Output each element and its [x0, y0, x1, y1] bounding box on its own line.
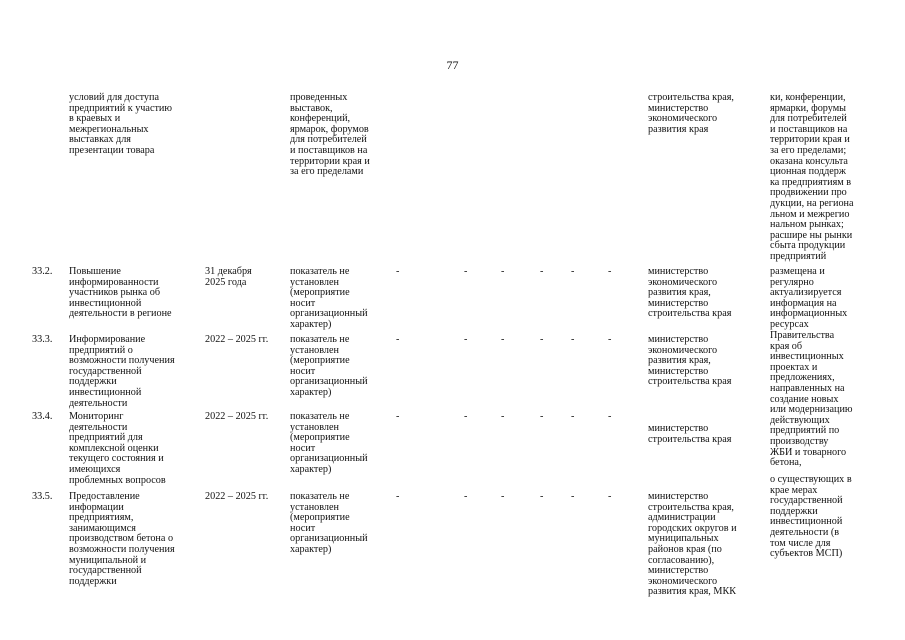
row-date: 2022 – 2025 гг. [205, 411, 269, 422]
row-dash: - [501, 266, 505, 277]
row-indicator: показатель не установлен (мероприятие носит организационный характер) [290, 491, 368, 555]
row-dash: - [540, 411, 544, 422]
row-dash: - [396, 266, 400, 277]
row-date: 2022 – 2025 гг. [205, 334, 269, 345]
top-row-name: условий для доступа предприятий к участию в краевых и межрегиональных выставках для презентации товара [69, 92, 172, 156]
row-dash: - [501, 411, 505, 422]
row-executor: министерство экономического развития края, министерство строительства края [648, 266, 732, 320]
row-dash: - [608, 411, 612, 422]
row-executor: министерство экономического развития края, министерство строительства края [648, 334, 732, 388]
page-number: 77 [446, 58, 459, 72]
row-dash: - [396, 411, 400, 422]
row-number: 33.2. [32, 266, 53, 277]
row-dash: - [396, 334, 400, 345]
row-name: Предоставление информации предприятиям, занимающимся производством бетона о возможности получения муниципальной и государственной поддержки [69, 491, 175, 587]
row-dash: - [571, 411, 575, 422]
row-dash: - [464, 411, 468, 422]
row-dash: - [501, 491, 505, 502]
row-name: Информирование предприятий о возможности получения государственной поддержки инвестиционной деятельности [69, 334, 175, 409]
row-indicator: показатель не установлен (мероприятие носит организационный характер) [290, 411, 368, 475]
row-number: 33.3. [32, 334, 53, 345]
row-dash: - [608, 266, 612, 277]
row-result: о существующих в крае мерах государственной поддержки инвестиционной деятельности (в том числе для субъектов МСП) [770, 474, 852, 560]
row-date: 31 декабря 2025 года [205, 266, 252, 288]
row-number: 33.5. [32, 491, 53, 502]
row-executor: министерство строительства края [648, 423, 732, 445]
row-dash: - [571, 491, 575, 502]
row-indicator: показатель не установлен (мероприятие носит организационный характер) [290, 266, 368, 330]
top-row-indicator: проведенных выставок, конференций, ярмарок, форумов для потребителей и поставщиков на территории края и за его пределами [290, 92, 370, 178]
row-dash: - [464, 266, 468, 277]
row-date: 2022 – 2025 гг. [205, 491, 269, 502]
row-dash: - [540, 491, 544, 502]
row-dash: - [464, 334, 468, 345]
row-dash: - [540, 334, 544, 345]
row-dash: - [571, 266, 575, 277]
row-dash: - [464, 491, 468, 502]
row-result: размещена и регулярно актуализируется информация на информационных ресурсах [770, 266, 848, 330]
row-dash: - [608, 491, 612, 502]
top-row-result: ки, конференции, ярмарки, форумы для потребителей и поставщиков на территории края и за его пределами; оказана консульта ционная поддерж ка предприятиям в продвижении про дукции, на региона льном и межрегио нальном рынках; расшире ны рынки сбыта продукции предприятий [770, 92, 854, 262]
row-dash: - [501, 334, 505, 345]
row-dash: - [608, 334, 612, 345]
row-result: Правительства края об инвестиционных проектах и предложениях, направленных на создание новых или модернизацию действующих предприятий по производству ЖБИ и товарного бетона, [770, 330, 853, 469]
row-indicator: показатель не установлен (мероприятие носит организационный характер) [290, 334, 368, 398]
row-dash: - [396, 491, 400, 502]
row-dash: - [571, 334, 575, 345]
row-number: 33.4. [32, 411, 53, 422]
row-name: Повышение информированности участников рынка об инвестиционной деятельности в регионе [69, 266, 172, 320]
row-executor: министерство строительства края, администрации городских округов и муниципальных районов края (по согласованию), министерство экономического развития края, МКК [648, 491, 737, 598]
top-row-executor: строительства края, министерство экономического развития края [648, 92, 734, 135]
row-dash: - [540, 266, 544, 277]
row-name: Мониторинг деятельности предприятий для комплексной оценки текущего состояния и имеющихся проблемных вопросов [69, 411, 166, 486]
